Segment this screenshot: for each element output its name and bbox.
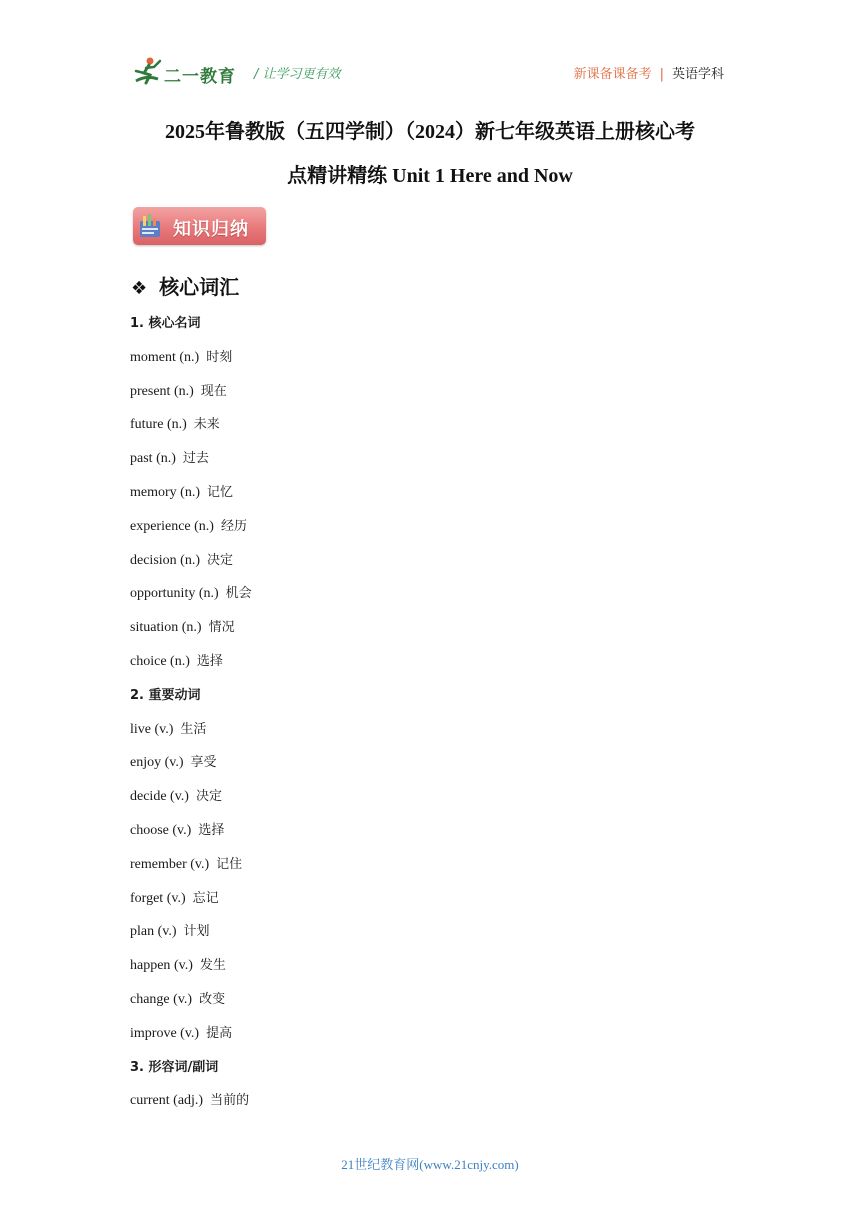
- vocab-entry: [130, 380, 730, 414]
- vocab-english-word: current: [130, 1093, 170, 1109]
- vocab-english-word: situation: [130, 620, 179, 636]
- vocab-chinese-meaning: 记住: [216, 856, 243, 872]
- vocab-chinese-meaning: 享受: [190, 755, 217, 771]
- vocab-chinese-meaning: 情况: [208, 620, 235, 636]
- vocab-entry: [130, 447, 730, 481]
- vocab-chinese-meaning: 现在: [200, 383, 227, 399]
- vocab-chinese-meaning: 改变: [199, 991, 226, 1007]
- vocab-english-word: experience: [130, 518, 191, 534]
- vocab-chinese-meaning: 未来: [193, 417, 220, 433]
- vocab-part-of-speech: (n.): [170, 653, 190, 669]
- vocab-part-of-speech: (n.): [181, 620, 202, 636]
- vocab-english-word: remember: [130, 856, 187, 872]
- vocab-part-of-speech: (n.): [180, 484, 200, 500]
- vocab-entry: [130, 920, 730, 954]
- vocab-part-of-speech: (v.): [157, 924, 177, 940]
- vocab-chinese-meaning: 过去: [182, 451, 209, 467]
- document-title-line-1: 2025年鲁教版（五四学制）（2024）新七年级英语上册核心考: [165, 121, 695, 143]
- vocab-english-word: memory: [130, 484, 177, 500]
- chart-book-icon: [139, 213, 161, 239]
- vocab-entry: [130, 785, 730, 819]
- vocab-entry: [130, 1022, 730, 1056]
- vocab-category-heading: 3. 形容词/副词: [130, 1059, 219, 1075]
- vocab-chinese-meaning: 提高: [206, 1025, 233, 1041]
- vocabulary-list: [130, 312, 730, 1123]
- vocab-entry: [130, 515, 730, 549]
- slogan: / 让学习更有效: [254, 67, 341, 82]
- vocab-part-of-speech: (n.): [179, 349, 200, 365]
- vocab-entry: [130, 887, 730, 921]
- vocab-entry: [130, 413, 730, 447]
- vocab-part-of-speech: (n.): [180, 552, 200, 568]
- vocab-entry: [130, 751, 730, 785]
- vocab-english-word: past: [130, 451, 153, 467]
- vocab-chinese-meaning: 机会: [225, 586, 252, 602]
- vocab-entry: [130, 718, 730, 752]
- vocab-chinese-meaning: 忘记: [192, 890, 219, 906]
- vocab-english-word: opportunity: [130, 586, 196, 602]
- logo-text: 二一教育: [164, 67, 236, 87]
- vocab-chinese-meaning: 决定: [206, 552, 233, 568]
- runner-icon: [130, 55, 166, 89]
- vocab-english-word: decide: [130, 789, 167, 805]
- vocab-part-of-speech: (v.): [170, 789, 189, 805]
- vocab-chinese-meaning: 经历: [220, 518, 247, 534]
- vocab-entry: [130, 853, 730, 887]
- vocab-part-of-speech: (n.): [194, 518, 214, 534]
- vocab-part-of-speech: (v.): [164, 755, 184, 771]
- vocab-entry: [130, 988, 730, 1022]
- vocab-part-of-speech: (v.): [166, 890, 186, 906]
- vocab-english-word: live: [130, 721, 151, 737]
- vocab-entry: [130, 549, 730, 583]
- vocab-entry: [130, 1089, 730, 1123]
- vocab-part-of-speech: (v.): [172, 822, 192, 838]
- section-heading: [131, 271, 239, 300]
- vocab-category-heading: 1. 核心名词: [130, 316, 201, 331]
- vocab-part-of-speech: (v.): [180, 1025, 200, 1041]
- vocab-english-word: happen: [130, 958, 171, 974]
- vocab-part-of-speech: (v.): [173, 958, 193, 974]
- vocab-english-word: change: [130, 991, 170, 1007]
- vocab-part-of-speech: (adj.): [173, 1093, 204, 1109]
- vocab-chinese-meaning: 选择: [198, 822, 225, 838]
- section-bullet-icon: ❖: [131, 278, 148, 299]
- header-subject-label: 英语学科: [671, 67, 724, 82]
- vocab-english-word: improve: [130, 1025, 177, 1041]
- vocab-chinese-meaning: 生活: [180, 721, 207, 737]
- page-header: [130, 55, 726, 91]
- vocab-chinese-meaning: 决定: [195, 789, 222, 805]
- vocab-english-word: choice: [130, 653, 167, 669]
- vocab-chinese-meaning: 计划: [183, 924, 210, 940]
- vocab-chinese-meaning: 选择: [196, 653, 223, 669]
- vocab-chinese-meaning: 当前的: [210, 1093, 250, 1109]
- header-subject: [574, 63, 724, 82]
- vocab-entry: [130, 582, 730, 616]
- vocab-entry: [130, 346, 730, 380]
- vocab-entry: [130, 819, 730, 853]
- vocab-part-of-speech: (n.): [156, 451, 176, 467]
- vocab-category-heading: 2. 重要动词: [130, 687, 201, 703]
- vocab-chinese-meaning: 记忆: [206, 484, 233, 500]
- badge-label: 知识归纳: [173, 219, 249, 240]
- section-title: 核心词汇: [159, 275, 240, 299]
- vocab-entry: [130, 481, 730, 515]
- vocab-part-of-speech: (v.): [173, 991, 193, 1007]
- vocab-english-word: future: [130, 417, 164, 433]
- brand-logo: [130, 55, 242, 89]
- vocab-english-word: enjoy: [130, 755, 162, 771]
- vocab-part-of-speech: (n.): [198, 586, 219, 602]
- vocab-english-word: plan: [130, 924, 155, 940]
- document-title-line-2: 点精讲精练 Unit 1 Here and Now: [287, 165, 573, 187]
- vocab-entry: [130, 954, 730, 988]
- header-divider: |: [659, 67, 664, 82]
- vocab-entry: [130, 650, 730, 684]
- header-course-label: 新课备课备考: [573, 67, 652, 82]
- vocab-part-of-speech: (n.): [166, 417, 187, 433]
- vocab-english-word: present: [130, 383, 171, 399]
- vocab-part-of-speech: (v.): [190, 856, 210, 872]
- vocab-chinese-meaning: 时刻: [206, 349, 233, 365]
- vocab-english-word: decision: [130, 552, 177, 568]
- vocab-part-of-speech: (n.): [173, 383, 194, 399]
- vocab-english-word: forget: [130, 890, 164, 906]
- vocab-english-word: choose: [130, 822, 169, 838]
- vocab-entry: [130, 616, 730, 650]
- vocab-english-word: moment: [130, 349, 176, 365]
- knowledge-summary-badge: [133, 207, 266, 245]
- vocab-chinese-meaning: 发生: [199, 958, 226, 974]
- vocab-part-of-speech: (v.): [154, 721, 174, 737]
- page-footer: 21世纪教育网(www.21cnjy.com): [341, 1157, 519, 1172]
